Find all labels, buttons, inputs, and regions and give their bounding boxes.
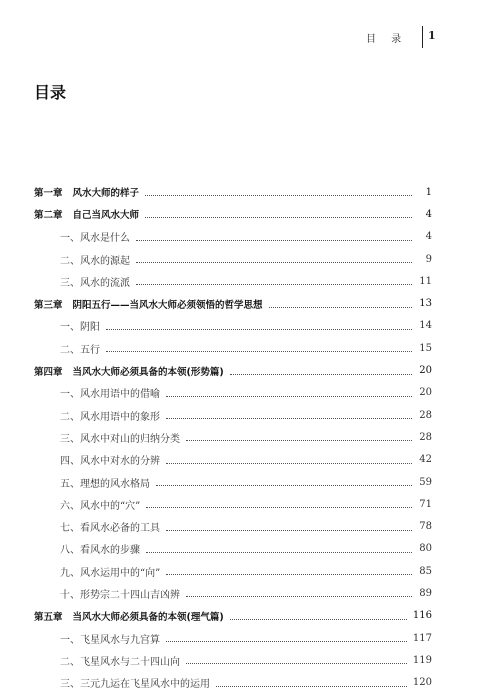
entry-title: 二、五行	[60, 344, 100, 356]
toc-chapter-entry[interactable]	[34, 203, 432, 225]
toc-section-entry[interactable]	[34, 270, 432, 292]
header-title: 目 录	[366, 34, 408, 45]
entry-page-number: 119	[412, 654, 432, 666]
entry-title: 一、阴阳	[60, 322, 100, 334]
toc-section-entry[interactable]	[34, 449, 432, 471]
toc-section-entry[interactable]	[34, 426, 432, 448]
toc-section-entry[interactable]	[34, 582, 432, 604]
entry-page-number: 20	[419, 387, 432, 399]
page-title: 目录	[34, 83, 67, 102]
entry-title: 三、风水中对山的归纳分类	[60, 433, 180, 445]
dot-leader	[145, 194, 412, 196]
entry-title: 七、看风水必备的工具	[60, 523, 160, 535]
entry-page-number: 59	[419, 476, 432, 488]
running-header	[352, 26, 450, 48]
table-of-contents	[34, 181, 432, 694]
entry-page-number: 71	[419, 498, 432, 510]
toc-chapter-entry[interactable]	[34, 181, 432, 203]
dot-leader	[136, 261, 412, 263]
dot-leader	[186, 595, 412, 597]
toc-chapter-entry[interactable]	[34, 605, 432, 627]
toc-section-entry[interactable]	[34, 471, 432, 493]
toc-section-entry[interactable]	[34, 627, 432, 649]
entry-title: 二、风水用语中的象形	[60, 411, 160, 423]
entry-title: 一、飞星风水与九宫算	[60, 634, 160, 646]
toc-section-entry[interactable]	[34, 672, 432, 694]
entry-title: 风水大师的样子	[72, 188, 140, 200]
entry-title: 二、飞星风水与二十四山向	[60, 656, 180, 668]
entry-page-number: 116	[412, 610, 432, 622]
entry-page-number: 14	[419, 320, 432, 332]
toc-section-entry[interactable]	[34, 248, 432, 270]
dot-leader	[216, 685, 407, 687]
entry-page-number: 15	[419, 342, 432, 354]
dot-leader	[166, 417, 412, 419]
dot-leader	[166, 573, 412, 575]
chapter-number: 第一章	[34, 188, 63, 200]
toc-chapter-entry[interactable]	[34, 292, 432, 314]
entry-page-number: 11	[419, 275, 432, 287]
entry-title: 五、理想的风水格局	[60, 478, 150, 490]
dot-leader	[166, 462, 412, 464]
entry-page-number: 80	[419, 543, 432, 555]
toc-section-entry[interactable]	[34, 538, 432, 560]
entry-title: 三、风水的流派	[60, 277, 130, 289]
dot-leader	[230, 618, 407, 620]
dot-leader	[106, 350, 412, 352]
dot-leader	[156, 484, 412, 486]
entry-page-number: 9	[425, 253, 432, 265]
dot-leader	[106, 328, 412, 330]
toc-section-entry[interactable]	[34, 315, 432, 337]
entry-title: 当风水大师必须具备的本领(形势篇)	[72, 366, 224, 378]
entry-page-number: 4	[425, 231, 432, 243]
entry-title: 六、风水中的“穴”	[60, 500, 141, 512]
entry-page-number: 89	[419, 587, 432, 599]
entry-title: 自己当风水大师	[72, 210, 140, 222]
toc-section-entry[interactable]	[34, 404, 432, 426]
toc-section-entry[interactable]	[34, 493, 432, 515]
entry-page-number: 1	[425, 186, 432, 198]
entry-page-number: 42	[419, 454, 432, 466]
entry-page-number: 20	[419, 365, 432, 377]
header-page-number: 1	[428, 29, 436, 42]
dot-leader	[186, 662, 407, 664]
entry-title: 一、风水用语中的借喻	[60, 389, 160, 401]
entry-page-number: 120	[412, 677, 432, 689]
dot-leader	[145, 216, 412, 218]
entry-page-number: 117	[412, 632, 432, 644]
chapter-number: 第五章	[34, 611, 63, 623]
entry-page-number: 4	[425, 208, 432, 220]
dot-leader	[166, 640, 407, 642]
entry-page-number: 13	[419, 298, 432, 310]
entry-title: 十、形势宗二十四山吉凶辨	[60, 589, 180, 601]
entry-title: 三、三元九运在飞星风水中的运用	[60, 679, 210, 691]
chapter-number: 第二章	[34, 210, 63, 222]
chapter-number: 第三章	[34, 299, 63, 311]
entry-title: 二、风水的源起	[60, 255, 130, 267]
entry-page-number: 28	[419, 409, 432, 421]
dot-leader	[146, 506, 412, 508]
dot-leader	[230, 373, 412, 375]
dot-leader	[146, 551, 412, 553]
chapter-number: 第四章	[34, 366, 63, 378]
dot-leader	[166, 529, 412, 531]
dot-leader	[166, 395, 412, 397]
dot-leader	[136, 239, 412, 241]
toc-section-entry[interactable]	[34, 382, 432, 404]
entry-page-number: 85	[419, 565, 432, 577]
toc-section-entry[interactable]	[34, 515, 432, 537]
entry-title: 一、风水是什么	[60, 233, 130, 245]
dot-leader	[269, 306, 412, 308]
entry-title: 九、风水运用中的“向”	[60, 567, 161, 579]
dot-leader	[136, 283, 412, 285]
entry-title: 四、风水中对水的分辨	[60, 456, 160, 468]
toc-section-entry[interactable]	[34, 226, 432, 248]
entry-page-number: 78	[419, 521, 432, 533]
entry-title: 当风水大师必须具备的本领(理气篇)	[72, 611, 224, 623]
header-divider	[422, 26, 423, 48]
toc-chapter-entry[interactable]	[34, 359, 432, 381]
toc-section-entry[interactable]	[34, 649, 432, 671]
toc-section-entry[interactable]	[34, 560, 432, 582]
entry-title: 八、看风水的步骤	[60, 545, 140, 557]
entry-page-number: 28	[419, 431, 432, 443]
entry-title: 阴阳五行——当风水大师必须领悟的哲学思想	[72, 299, 263, 311]
toc-section-entry[interactable]	[34, 337, 432, 359]
dot-leader	[186, 439, 412, 441]
